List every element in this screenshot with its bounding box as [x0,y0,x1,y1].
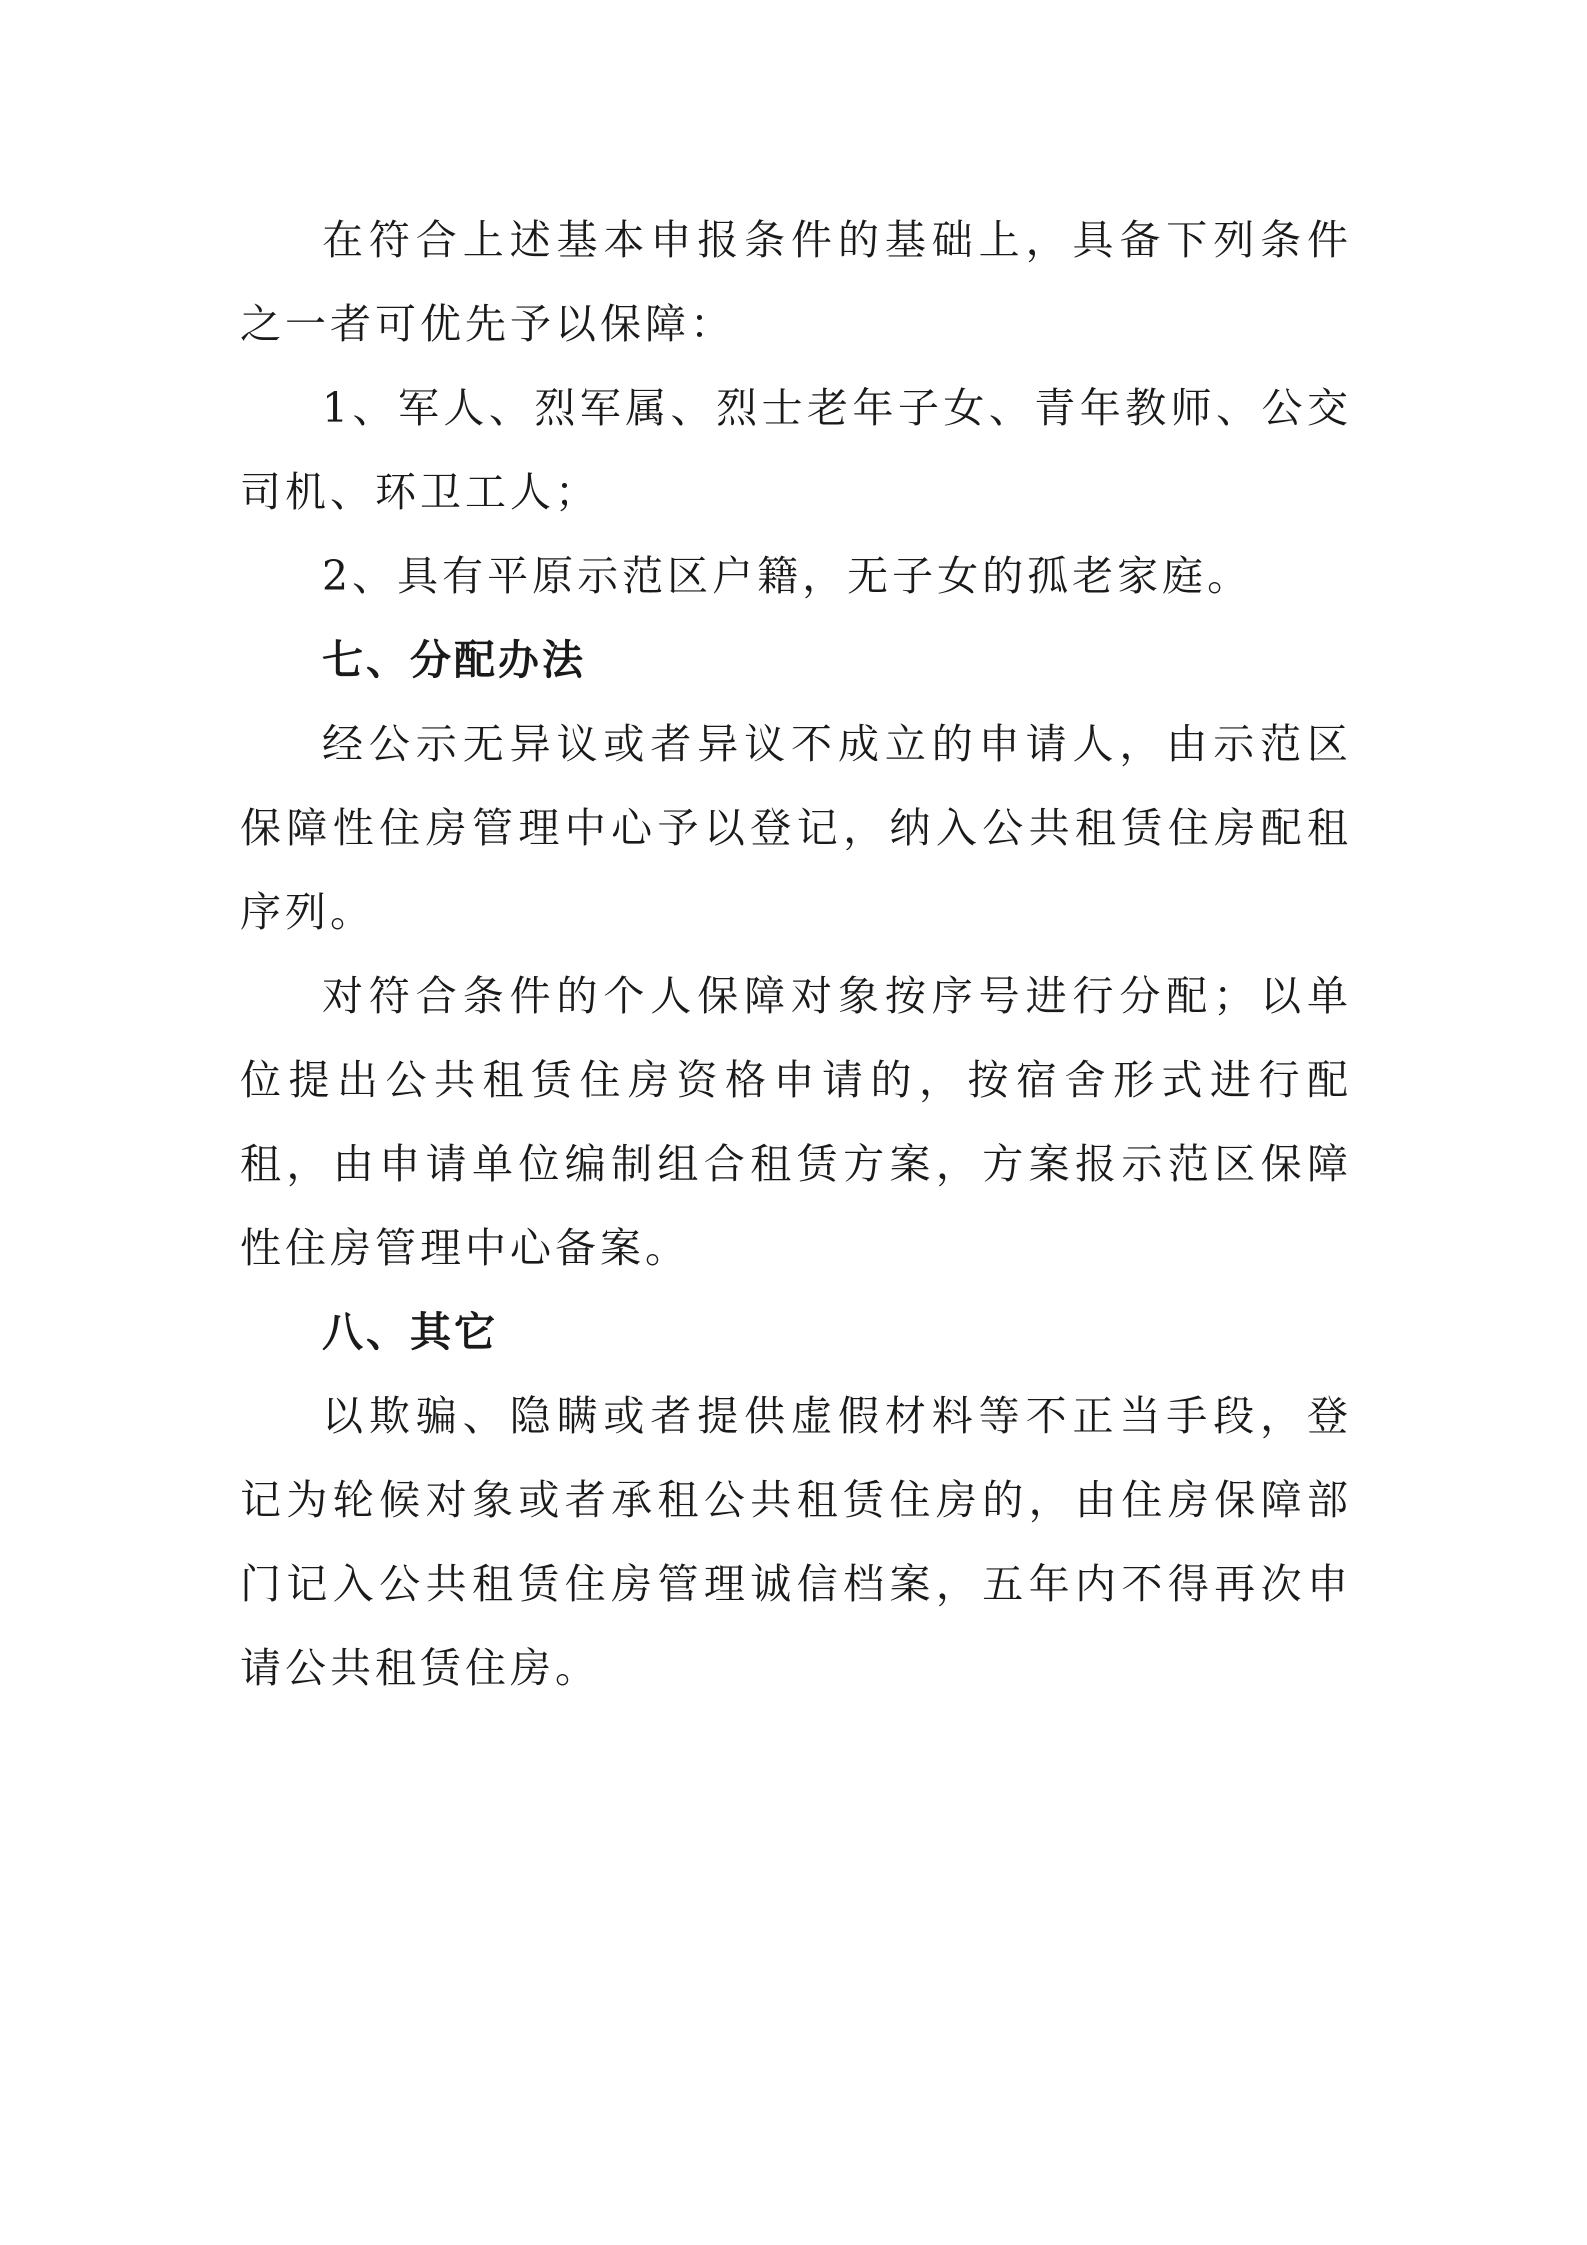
distribution-paragraph-2: 对符合条件的个人保障对象按序号进行分配；以单位提出公共租赁住房资格申请的，按宿舍形式进行配租，由申请单位编制组合租赁方案，方案报示范区保障性住房管理中心备案。 [240,972,1352,1272]
priority-item-2: 2、具有平原示范区户籍，无子女的孤老家庭。 [322,552,1253,600]
section-heading-other: 八、其它 [322,1308,498,1356]
other-paragraph-1: 以欺骗、隐瞒或者提供虚假材料等不正当手段，登记为轮候对象或者承租公共租赁住房的，由住房保障部门记入公共租赁住房管理诚信档案，五年内不得再次申请公共租赁住房。 [240,1392,1352,1692]
section-heading-distribution: 七、分配办法 [322,636,586,684]
distribution-paragraph-1: 经公示无异议或者异议不成立的申请人，由示范区保障性住房管理中心予以登记，纳入公共租赁住房配租序列。 [240,720,1352,936]
document-body [240,198,1352,1710]
priority-item-1: 1、军人、烈军属、烈士老年子女、青年教师、公交司机、环卫工人； [240,384,1352,516]
intro-paragraph: 在符合上述基本申报条件的基础上，具备下列条件之一者可优先予以保障： [240,216,1352,348]
